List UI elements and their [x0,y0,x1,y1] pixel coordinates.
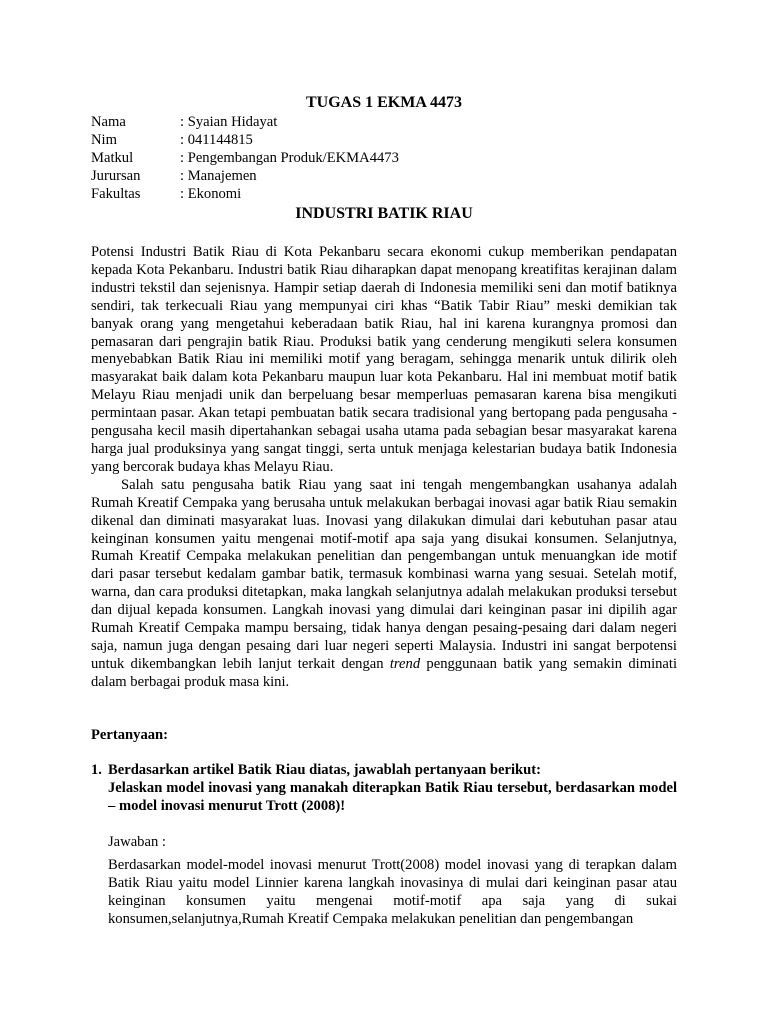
identity-row-jurusan [91,168,691,186]
identity-label: Jurursan [91,168,141,184]
question-instruction: Berdasarkan artikel Batik Riau diatas, jawablah pertanyaan berikut: [108,762,541,778]
italic-term: trend [389,655,421,672]
identity-value: : Manajemen [180,168,257,184]
question-text [108,762,677,816]
answer-block [108,834,677,929]
identity-row-fakultas [91,186,691,204]
article-paragraph-2 [91,477,677,692]
paragraph-2-ending: penggunaan batik yang semakin diminati dalam berbagai produk masa kini. [91,655,678,690]
identity-value: : 041144815 [180,132,253,148]
identity-block [91,114,691,204]
document-title: TUGAS 1 EKMA 4473 [305,94,462,111]
identity-label: Nim [91,132,117,148]
identity-label: Nama [91,114,126,130]
identity-value: : Syaian Hidayat [180,114,278,130]
identity-row-nim [91,132,691,150]
paragraph-2-text: Salah satu pengusaha batik Riau yang saat ini tengah mengembangkan usahanya adalah Rumah Kreatif Cempaka yang berusaha untuk melakukan berbagai inovasi agar batik Riau semakin dikenal dan diminati masyarakat luas. Inovasi yang dilakukan dimulai dari kebutuhan pasar atau keinginan konsumen yaitu mengenai motif-motif apa saja yang disukai konsumen. Selanjutnya, Rumah Kreatif Cempaka melakukan penelitian dan pengembangan untuk menuangkan ide motif dari pasar tersebut kedalam gambar batik, termasuk kombinasi warna yang sesuai. Setelah motif, warna, dan cara produksi ditetapkan, maka langkah selanjutnya adalah melakukan produksi tersebut dan dijual kepada konsumen. Langkah inovasi yang dimulai dari keinginan pasar ini dipilih agar Rumah Kreatif Cempaka mampu bersaing, tidak hanya dengan pesaing-pesaing dari dalam negeri saja, namun juga dengan pesaing dari luar negeri seperti Malaysia. Industri ini sangat berpotensi untuk dikembangkan lebih lanjut terkait dengan [91,476,677,672]
identity-row-nama [91,114,691,132]
question-number: 1. [91,762,102,778]
question-item [91,762,677,816]
identity-label: Matkul [91,150,134,166]
identity-row-matkul [91,150,691,168]
questions-heading: Pertanyaan: [91,727,169,743]
identity-value: : Ekonomi [180,186,242,202]
answer-text: Berdasarkan model-model inovasi menurut Trott(2008) model inovasi yang di terapkan dalam Batik Riau yaitu model Linnier karena langkah inovasinya di mulai dari keinginan pasar atau keinginan konsumen yaitu mengenai motif-motif apa saja yang di sukai konsumen,selanjutnya,Rumah Kreatif Cempaka melakukan penelitian dan pengembangan [108,856,677,927]
article-body [91,244,677,692]
identity-label: Fakultas [91,186,141,202]
question-prompt: Jelaskan model inovasi yang manakah diterapkan Batik Riau tersebut, berdasarkan model – model inovasi menurut Trott (2008)! [108,779,677,814]
article-paragraph-1: Potensi Industri Batik Riau di Kota Pekanbaru secara ekonomi cukup memberikan pendapatan kepada Kota Pekanbaru. Industri batik Riau diharapkan dapat menopang kreatifitas kerajinan dalam industri tekstil dan sejenisnya. Hampir setiap daerah di Indonesia memiliki seni dan motif batiknya sendiri, tak terkecuali Riau yang mempunyai ciri khas “Batik Tabir Riau” meski demikian tak banyak orang yang mengetahui keberadaan batik Riau, hal ini karena kurangnya promosi dan pemasaran dari pengrajin batik Riau. Produksi batik yang cenderung mengikuti selera konsumen menyebabkan Batik Riau ini memiliki motif yang beragam, sehingga menarik untuk dilirik oleh masyarakat baik dalam kota Pekanbaru maupun luar kota Pekanbaru. Hal ini membuat motif batik Melayu Riau menjadi unik dan berpeluang besar memperluas pemasaran karena bisa mengikuti permintaan pasar. Akan tetapi pembuatan batik secara tradisional yang bertopang pada pengusaha - pengusaha kecil masih dipertahankan sebagai usaha utama pada sebagian besar masyarakat karena harga jual produksinya yang sangat tinggi, serta untuk menjaga kelestarian budaya batik Indonesia yang bercorak budaya khas Melayu Riau. [91,244,677,475]
article-title: INDUSTRI BATIK RIAU [295,205,473,222]
identity-value: : Pengembangan Produk/EKMA4473 [180,150,399,166]
answer-label: Jawaban : [108,834,166,850]
